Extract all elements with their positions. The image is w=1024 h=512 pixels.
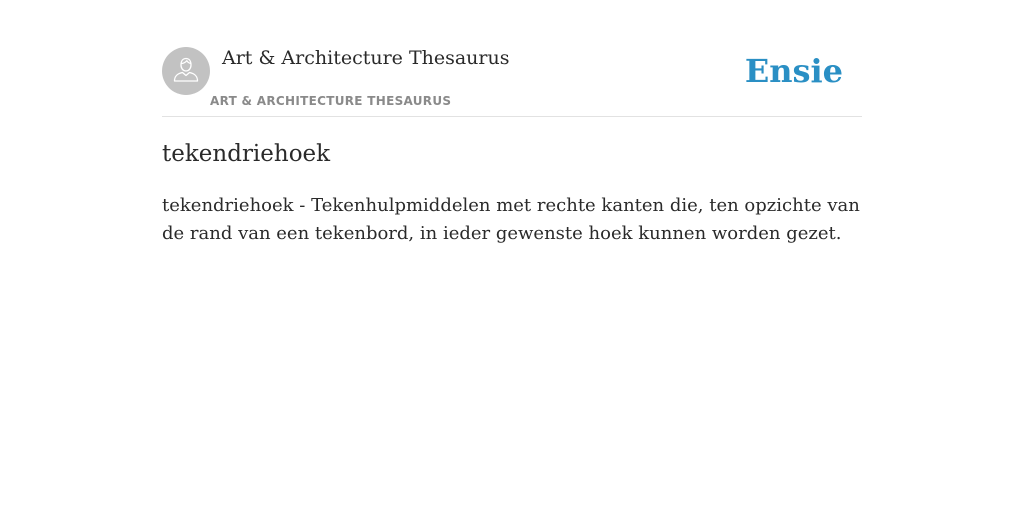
author-subtitle: ART & ARCHITECTURE THESAURUS	[210, 94, 452, 108]
avatar[interactable]	[162, 47, 210, 95]
brand-logo[interactable]: Ensie	[744, 52, 843, 90]
author-name[interactable]: Art & Architecture Thesaurus	[222, 47, 510, 69]
header	[162, 46, 862, 117]
user-icon	[171, 54, 201, 89]
definition-text: tekendriehoek - Tekenhulpmiddelen met rechte kanten die, ten opzichte van de rand van een tekenbord, in ieder gewenste hoek kunnen worden gezet.	[162, 195, 860, 244]
term-title: tekendriehoek	[162, 141, 331, 167]
